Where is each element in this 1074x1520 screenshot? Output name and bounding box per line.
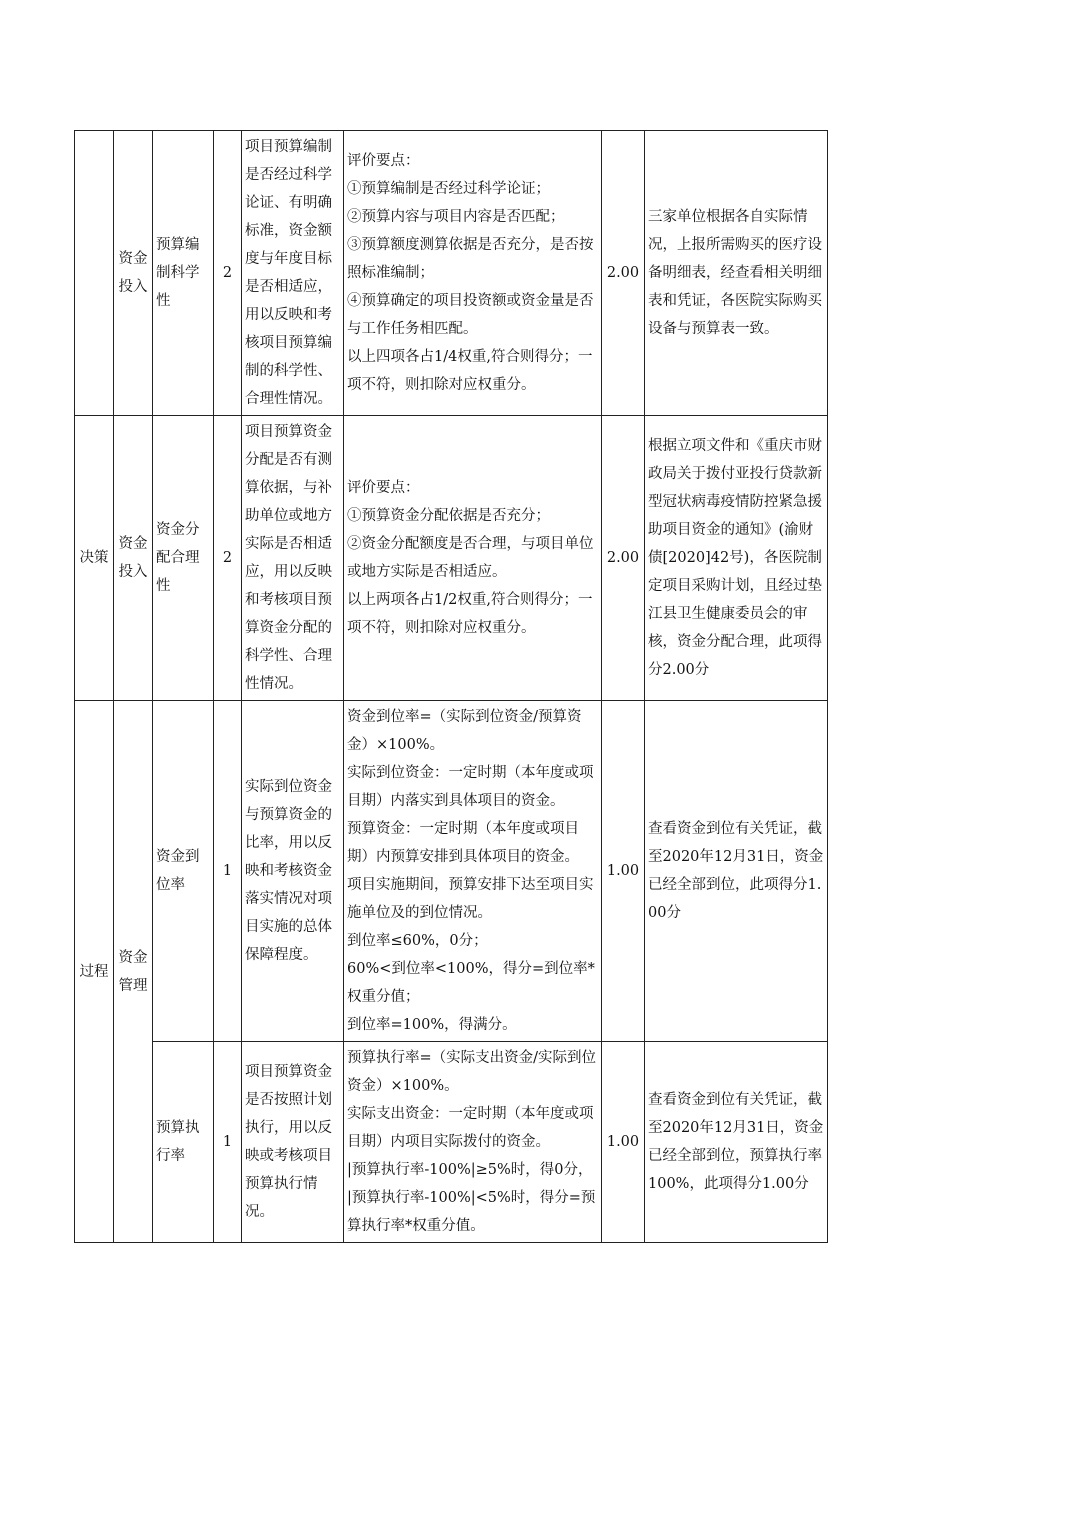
criteria-line: 评价要点： bbox=[347, 480, 420, 496]
level1-cell bbox=[75, 131, 114, 416]
criteria-line: ③预算额度测算依据是否充分，是否按照标准编制； bbox=[347, 237, 594, 281]
notes-cell: 查看资金到位有关凭证，截至2020年12月31日，资金已经全部到位，预算执行率100%，此项得分1.00分 bbox=[645, 1042, 828, 1243]
level3-cell: 预算执行率 bbox=[153, 1042, 214, 1243]
table-row bbox=[75, 416, 828, 701]
definition-cell: 项目预算资金分配是否有测算依据，与补助单位或地方实际是否相适应，用以反映和考核项目预算资金分配的科学性、合理性情况。 bbox=[242, 416, 344, 701]
criteria-line: 实际到位资金：一定时期（本年度或项目期）内落实到具体项目的资金。 bbox=[347, 765, 594, 809]
criteria-line: 预算资金：一定时期（本年度或项目期）内预算安排到具体项目的资金。 bbox=[347, 821, 579, 865]
level3-cell: 预算编制科学性 bbox=[153, 131, 214, 416]
criteria-cell bbox=[344, 1042, 602, 1243]
criteria-line: ②资金分配额度是否合理，与项目单位或地方实际是否相适应。 bbox=[347, 536, 594, 580]
criteria-line: |预算执行率-100%|≥5%时，得0分， bbox=[347, 1162, 593, 1178]
criteria-line: 以上四项各占1/4权重,符合则得分；一项不符，则扣除对应权重分。 bbox=[347, 349, 593, 393]
table-row bbox=[75, 1042, 828, 1243]
criteria-line: 项目实施期间，预算安排下达至项目实施单位及的到位情况。 bbox=[347, 877, 594, 921]
notes-cell: 根据立项文件和《重庆市财政局关于拨付亚投行贷款新型冠状病毒疫情防控紧急援助项目资金的通知》(渝财债[2020]42号)，各医院制定项目采购计划，且经过垫江县卫生健康委员会的审核，资金分配合理，此项得分2.00分 bbox=[645, 416, 828, 701]
score-cell: 1.00 bbox=[602, 701, 645, 1042]
level2-cell: 资金管理 bbox=[114, 701, 153, 1243]
weight-cell: 1 bbox=[214, 701, 242, 1042]
criteria-line: ①预算编制是否经过科学论证； bbox=[347, 181, 550, 197]
criteria-cell bbox=[344, 416, 602, 701]
criteria-line: |预算执行率-100%|<5%时，得分=预算执行率*权重分值。 bbox=[347, 1190, 596, 1234]
criteria-line: 预算执行率=（实际支出资金/实际到位资金）×100%。 bbox=[347, 1050, 597, 1094]
level3-cell: 资金到位率 bbox=[153, 701, 214, 1042]
level1-cell: 过程 bbox=[75, 701, 114, 1243]
weight-cell: 2 bbox=[214, 416, 242, 701]
criteria-line: ④预算确定的项目投资额或资金量是否与工作任务相匹配。 bbox=[347, 293, 594, 337]
criteria-line: 评价要点： bbox=[347, 153, 420, 169]
level2-cell: 资金投入 bbox=[114, 131, 153, 416]
criteria-cell bbox=[344, 701, 602, 1042]
score-cell: 2.00 bbox=[602, 416, 645, 701]
criteria-line: 以上两项各占1/2权重,符合则得分；一项不符，则扣除对应权重分。 bbox=[347, 592, 593, 636]
definition-cell: 项目预算编制是否经过科学论证、有明确标准，资金额度与年度目标是否相适应，用以反映和考核项目预算编制的科学性、合理性情况。 bbox=[242, 131, 344, 416]
notes-cell: 三家单位根据各自实际情况，上报所需购买的医疗设备明细表，经查看相关明细表和凭证，各医院实际购买设备与预算表一致。 bbox=[645, 131, 828, 416]
level3-cell: 资金分配合理性 bbox=[153, 416, 214, 701]
criteria-line: 资金到位率=（实际到位资金/预算资金）×100%。 bbox=[347, 709, 582, 753]
table-row bbox=[75, 701, 828, 1042]
criteria-line: 到位率=100%，得满分。 bbox=[347, 1017, 517, 1033]
criteria-line: 到位率≤60%，0分； bbox=[347, 933, 488, 949]
definition-cell: 实际到位资金与预算资金的比率，用以反映和考核资金落实情况对项目实施的总体保障程度。 bbox=[242, 701, 344, 1042]
level2-cell: 资金投入 bbox=[114, 416, 153, 701]
table-row bbox=[75, 131, 828, 416]
definition-cell: 项目预算资金是否按照计划执行，用以反映或考核项目预算执行情况。 bbox=[242, 1042, 344, 1243]
criteria-line: ②预算内容与项目内容是否匹配； bbox=[347, 209, 565, 225]
score-cell: 2.00 bbox=[602, 131, 645, 416]
criteria-line: 实际支出资金：一定时期（本年度或项目期）内项目实际拨付的资金。 bbox=[347, 1106, 594, 1150]
score-cell: 1.00 bbox=[602, 1042, 645, 1243]
weight-cell: 1 bbox=[214, 1042, 242, 1243]
evaluation-table bbox=[74, 130, 828, 1243]
criteria-cell bbox=[344, 131, 602, 416]
notes-cell: 查看资金到位有关凭证，截至2020年12月31日，资金已经全部到位，此项得分1.00分 bbox=[645, 701, 828, 1042]
weight-cell: 2 bbox=[214, 131, 242, 416]
level1-cell: 决策 bbox=[75, 416, 114, 701]
criteria-line: ①预算资金分配依据是否充分； bbox=[347, 508, 550, 524]
criteria-line: 60%<到位率<100%，得分=到位率*权重分值； bbox=[347, 961, 595, 1005]
